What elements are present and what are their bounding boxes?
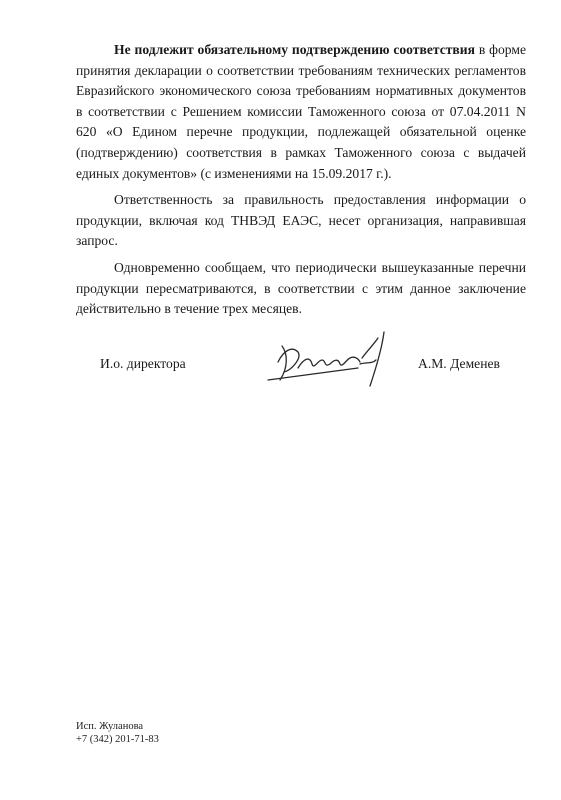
paragraph-conformity-text: в форме принятия декларации о соответствии требованиям технических регламентов Евразийского экономического союза требованиям нормативных документов в соответствии с Решением комиссии Таможенного союза от 07.04.2011 N 620 «О Едином перечне продукции, подлежащей обязательной оценке (подтверждению) соответствия в рамках Таможенного союза с выдачей единых документов» (с изменениями на 15.09.2017 г.).	[76, 42, 526, 181]
paragraph-responsibility: Ответственность за правильность предоставления информации о продукции, включая код ТНВЭД ЕАЭС, несет организация, направившая запрос.	[76, 192, 526, 249]
paragraph-conformity-bold: Не подлежит обязательному подтверждению соответствия	[114, 42, 475, 57]
executor-phone: +7 (342) 201-71-83	[76, 734, 159, 745]
handwritten-signature	[258, 328, 398, 388]
executor-name: Исп. Жуланова	[76, 721, 144, 732]
paragraph-conformity	[76, 40, 526, 184]
document-footer	[76, 720, 159, 746]
signatory-name: А.М. Деменев	[418, 356, 500, 371]
signatory-title: И.о. директора	[100, 356, 186, 371]
letter-body	[76, 40, 526, 320]
paragraph-validity: Одновременно сообщаем, что периодически вышеуказанные перечни продукции пересматриваются, в соответствии с этим данное заключение действительно в течение трех месяцев.	[76, 259, 526, 317]
